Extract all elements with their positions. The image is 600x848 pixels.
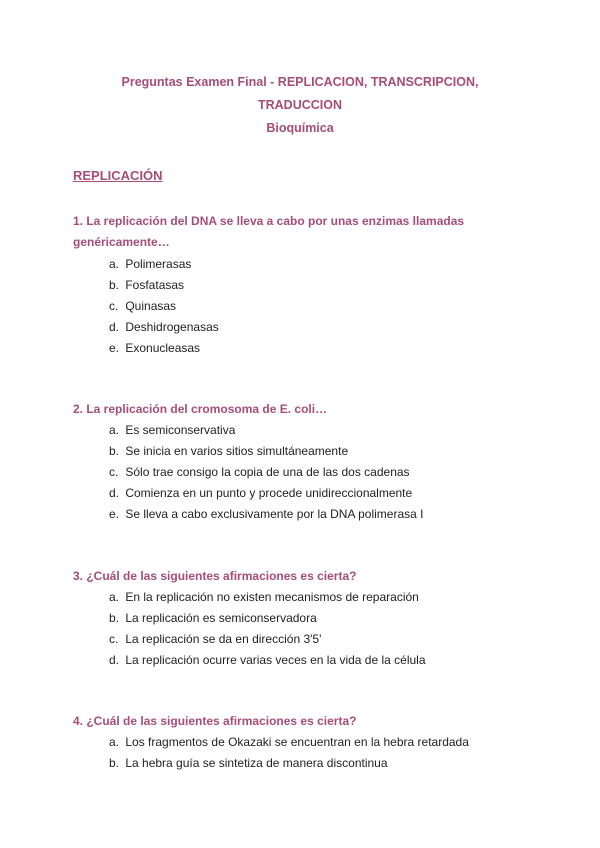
option-letter: a. (109, 590, 120, 604)
document-title-line-2: TRADUCCION (257, 98, 343, 112)
option-letter: d. (109, 320, 120, 334)
option (109, 753, 469, 774)
option-letter: c. (109, 632, 119, 646)
section-heading: REPLICACIÓN (73, 168, 163, 183)
option (109, 254, 219, 275)
option-text: Fosfatasas (125, 278, 185, 292)
option (109, 462, 424, 483)
option-letter: b. (109, 611, 120, 625)
option-text: Los fragmentos de Okazaki se encuentran en la hebra retardada (125, 735, 469, 749)
option (109, 317, 219, 338)
option-text: Se inicia en varios sitios simultáneamente (125, 444, 349, 458)
option-text: Comienza en un punto y procede unidireccionalmente (125, 486, 413, 500)
option (109, 608, 426, 629)
option-letter: d. (109, 653, 120, 667)
question-1-options (109, 254, 219, 359)
option (109, 441, 424, 462)
option-text: Deshidrogenasas (125, 320, 219, 334)
option-letter: b. (109, 278, 120, 292)
option-letter: a. (109, 423, 120, 437)
option-letter: a. (109, 257, 120, 271)
option-letter: e. (109, 341, 120, 355)
option-text: Se lleva a cabo exclusivamente por la DNA polimerasa I (125, 507, 424, 521)
option-letter: e. (109, 507, 120, 521)
option-letter: d. (109, 486, 120, 500)
document-title-line-1: Preguntas Examen Final - REPLICACION, TRANSCRIPCION, (121, 75, 479, 89)
option-letter: b. (109, 444, 120, 458)
option (109, 483, 424, 504)
question-4: 4. ¿Cuál de las siguientes afirmaciones es cierta? (73, 714, 357, 728)
option (109, 650, 426, 671)
question-2: 2. La replicación del cromosoma de E. coli… (73, 402, 328, 416)
document-subtitle: Bioquímica (266, 121, 334, 135)
question-2-options (109, 420, 424, 525)
option-text: La replicación ocurre varias veces en la vida de la célula (125, 653, 426, 667)
option-text: La hebra guía se sintetiza de manera discontinua (125, 756, 388, 770)
option-text: Exonucleasas (125, 341, 201, 355)
option (109, 275, 219, 296)
option-text: Es semiconservativa (125, 423, 236, 437)
option-text: Quinasas (125, 299, 177, 313)
option-letter: b. (109, 756, 120, 770)
question-3: 3. ¿Cuál de las siguientes afirmaciones es cierta? (73, 569, 357, 583)
question-4-options (109, 732, 469, 774)
question-3-options (109, 587, 426, 671)
option-letter: a. (109, 735, 120, 749)
option (109, 296, 219, 317)
option-text: Polimerasas (125, 257, 192, 271)
option-text: La replicación se da en dirección 3'5' (125, 632, 322, 646)
option-text: La replicación es semiconservadora (125, 611, 317, 625)
option (109, 504, 424, 525)
option-text: Sólo trae consigo la copia de una de las dos cadenas (125, 465, 410, 479)
option (109, 587, 426, 608)
option-letter: c. (109, 299, 119, 313)
option (109, 732, 469, 753)
option (109, 629, 426, 650)
option-text: En la replicación no existen mecanismos de reparación (125, 590, 419, 604)
option-letter: c. (109, 465, 119, 479)
question-1: 1. La replicación del DNA se lleva a cabo por unas enzimas llamadas genéricamente… (73, 214, 465, 249)
option (109, 420, 424, 441)
option (109, 338, 219, 359)
